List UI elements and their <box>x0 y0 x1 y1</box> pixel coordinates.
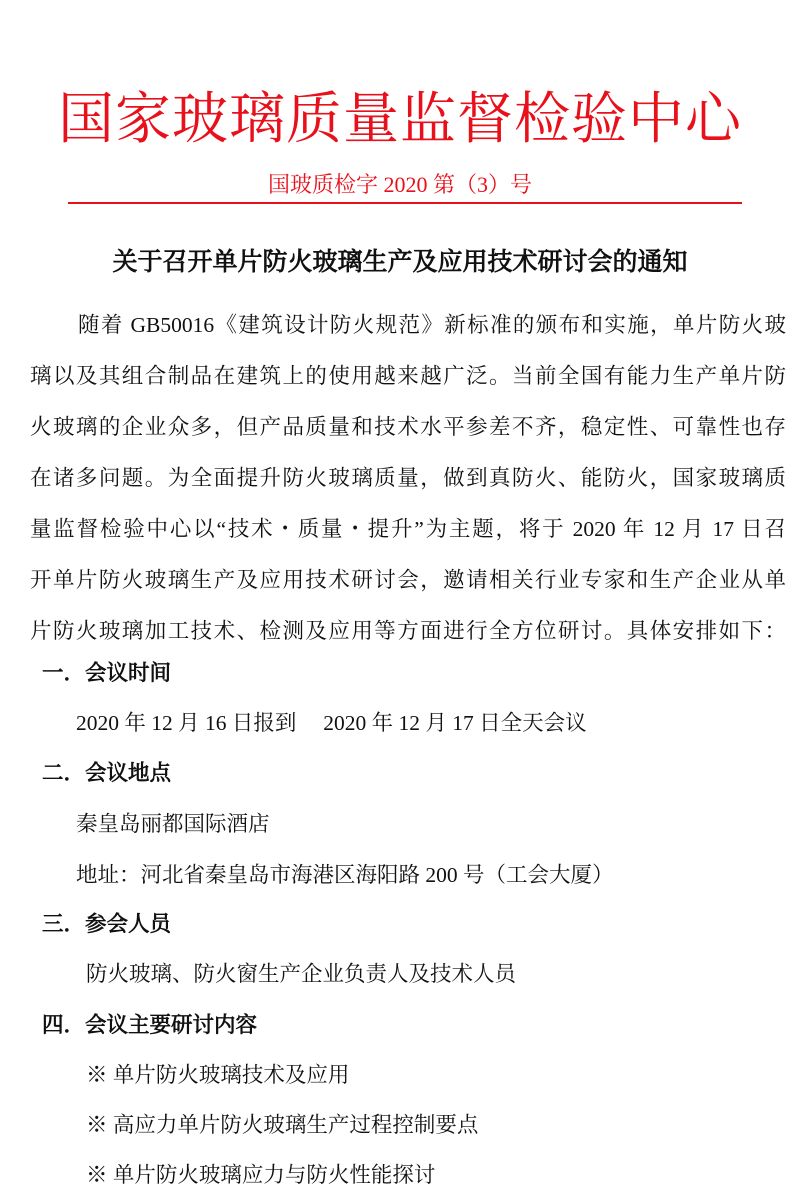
venue-address: 地址：河北省秦皇岛市海港区海阳路 200 号（工会大厦） <box>76 863 614 887</box>
topic-item: ※ 单片防火玻璃技术及应用 <box>86 1063 350 1087</box>
attendees: 防火玻璃、防火窗生产企业负责人及技术人员 <box>86 962 517 986</box>
intro-line: 火玻璃的企业众多，但产品质量和技术水平参差不齐，稳定性、可靠性也存 <box>30 415 786 439</box>
organization-title: 国家玻璃质量监督检验中心 <box>58 87 742 150</box>
intro-line: 随着 GB50016《建筑设计防火规范》新标准的颁布和实施，单片防火玻 <box>78 313 786 337</box>
intro-line: 片防火玻璃加工技术、检测及应用等方面进行全方位研讨。具体安排如下： <box>30 619 786 643</box>
venue-name: 秦皇岛丽都国际酒店 <box>76 812 270 836</box>
section-heading-attendees: 三．参会人员 <box>42 912 172 936</box>
section-heading-location: 二．会议地点 <box>42 761 172 785</box>
section-heading-topics: 四．会议主要研讨内容 <box>42 1013 258 1037</box>
intro-line: 璃以及其组合制品在建筑上的使用越来越广泛。当前全国有能力生产单片防 <box>30 364 786 388</box>
intro-line: 开单片防火玻璃生产及应用技术研讨会，邀请相关行业专家和生产企业从单 <box>30 568 786 592</box>
intro-line: 在诸多问题。为全面提升防火玻璃质量，做到真防火、能防火，国家玻璃质 <box>30 466 786 490</box>
meeting-time: 2020 年 12 月 16 日报到 2020 年 12 月 17 日全天会议 <box>76 711 587 735</box>
document-number: 国玻质检字 2020 第（3）号 <box>267 172 532 197</box>
notice-title: 关于召开单片防火玻璃生产及应用技术研讨会的通知 <box>112 248 688 276</box>
topic-item: ※ 高应力单片防火玻璃生产过程控制要点 <box>86 1113 479 1137</box>
topic-item: ※ 单片防火玻璃应力与防火性能探讨 <box>86 1163 436 1187</box>
intro-line: 量监督检验中心以“技术・质量・提升”为主题，将于 2020 年 12 月 17 日召 <box>30 517 786 541</box>
section-heading-time: 一．会议时间 <box>42 661 172 685</box>
red-divider <box>68 202 742 204</box>
